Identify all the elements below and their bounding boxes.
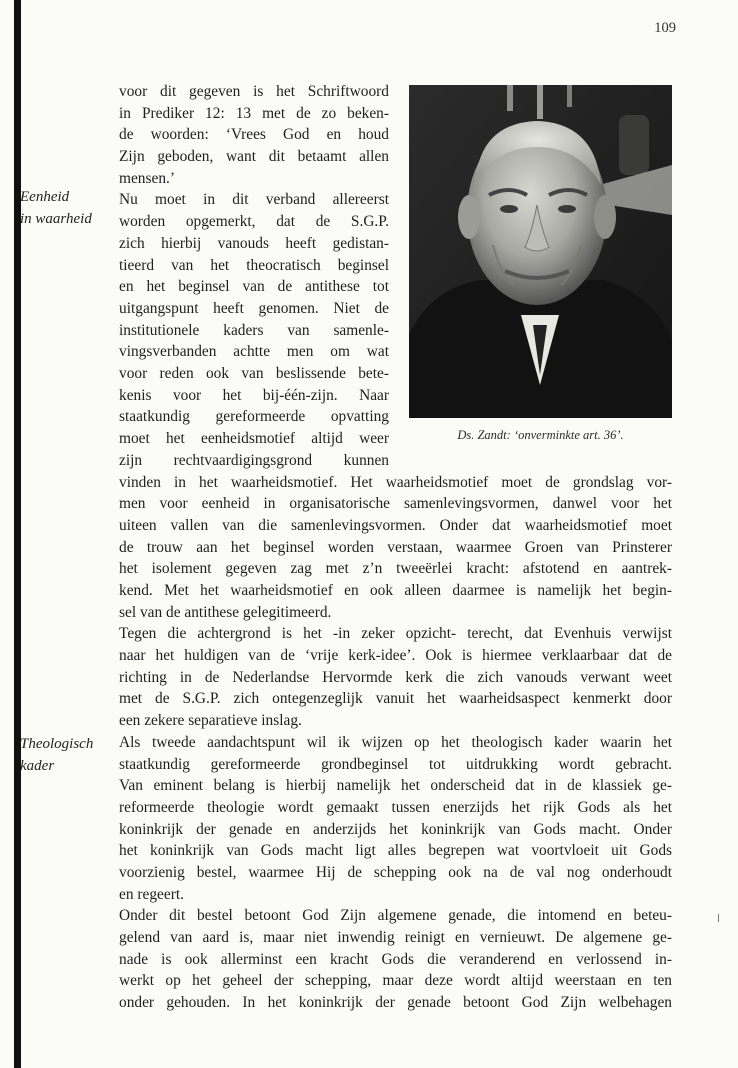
binding-edge — [14, 0, 21, 1068]
text-line: met de S.G.P. zich ontegenzeglijk vanuit het waarheidsaspect kenmerkt door — [119, 690, 672, 708]
body-text — [119, 472, 672, 1014]
text-line: voor dit gegeven is het Schriftwoord — [119, 83, 389, 100]
text-line: uitgangspunt heeft genomen. Niet de — [119, 299, 389, 317]
text-line: het koninkrijk van Gods macht ligt alles begrepen wat voortvloeit uit Gods — [119, 842, 672, 860]
text-line: men voor eenheid in organisatorische samenlevingsvormen, danwel voor het — [119, 495, 672, 513]
text-line: nade is ook allerminst een kracht Gods die veranderend en verlossend in- — [119, 950, 672, 968]
text-line: in Prediker 12: 13 met de zo beken- — [119, 104, 389, 122]
text-line: worden opgemerkt, dat de S.G.P. — [119, 213, 389, 231]
text-line: gelend van aard is, maar niet inwendig reinigt en vernieuwt. De algemene ge- — [119, 929, 672, 947]
column-text — [119, 81, 389, 471]
portrait-photo — [409, 85, 672, 418]
text-line: Nu moet in dit verband allereerst — [119, 191, 389, 209]
text-line: onder gehouden. In het koninkrijk der genade betoont God Zijn welbehagen — [119, 994, 672, 1012]
text-line: Van eminent belang is hierbij namelijk het onderscheid dat in de klassiek ge- — [119, 777, 672, 795]
text-line: koninkrijk der genade en anderzijds het koninkrijk van Gods macht. Onder — [119, 820, 672, 838]
text-line: richting in de Nederlandse Hervormde kerk die zich vanouds verwant weet — [119, 668, 672, 686]
text-line: werkt op het geheel der schepping, maar deze wordt altijd weerstaan en ten — [119, 972, 672, 990]
text-line: Tegen die achtergrond is het -in zeker opzicht- terecht, dat Evenhuis verwijst — [119, 625, 672, 643]
sidenote-line: Eenheid — [20, 189, 70, 205]
text-line: uiteen vallen van die samenlevingsvormen. Onder dat waarheidsmotief moet — [119, 516, 672, 534]
text-line: voorzienig bestel, waarmee Hij de schepping ook na de val nog onderhoudt — [119, 863, 672, 881]
text-line: voor reden ook van beslissende bete- — [119, 364, 389, 382]
page-number: 109 — [654, 20, 676, 36]
text-line: de woorden: ‘Vrees God en houd — [119, 126, 389, 144]
text-line: staatkundig gereformeerde opvatting — [119, 408, 389, 426]
sidenote-line: kader — [20, 758, 55, 774]
text-line: institutionele kaders van samenle- — [119, 321, 389, 339]
text-line: en regeert. — [119, 885, 184, 903]
sidenote-eenheid — [20, 186, 92, 230]
text-line: zijn rechtvaardigingsgrond kunnen — [119, 451, 389, 469]
text-line: staatkundig gereformeerde grondbeginsel tot uitdrukking wordt gebracht. — [119, 755, 672, 773]
text-line: naar het huldigen van de ‘vrije kerk-idee’. Ook is hiermee verklaarbaar dat de — [119, 647, 672, 665]
text-line: Onder dit bestel betoont God Zijn algemene genade, die intomend en beteu- — [119, 907, 672, 925]
text-line: kend. Met het waarheidsmotief en ook alleen daarmee is namelijk het begin- — [119, 582, 672, 600]
sidenote-line: Theologisch — [20, 736, 94, 752]
text-line: tieerd van het theocratisch beginsel — [119, 256, 389, 274]
text-line: kenis voor het bij-één-zijn. Naar — [119, 386, 389, 404]
text-line: moet het eenheidsmotief altijd weer — [119, 430, 389, 447]
text-line: vinden in het waarheidsmotief. Het waarheidsmotief moet de grondslag vor- — [119, 473, 672, 491]
text-line: het isolement gegeven zag met z’n tweeërlei kracht: afstotend en aantrek- — [119, 560, 672, 578]
text-line: vingsverbanden achtte men om wat — [119, 343, 389, 361]
photo-caption: Ds. Zandt: ‘onverminkte art. 36’. — [457, 428, 624, 442]
text-line: een zekere separatieve inslag. — [119, 712, 302, 730]
text-line: reformeerde theologie wordt gemaakt tussen enerzijds het rijk Gods als het — [119, 798, 672, 816]
text-line: Zijn geboden, want dit betaamt allen — [119, 148, 389, 166]
sidenote-theologisch — [20, 733, 93, 777]
sidenote-line: in waarheid — [20, 211, 92, 227]
text-line: zich hierbij vanouds heeft gedistan- — [119, 234, 389, 252]
margin-mark — [718, 914, 719, 922]
text-line: en het beginsel van de antithese tot — [119, 278, 389, 296]
text-line: Als tweede aandachtspunt wil ik wijzen op het theologisch kader waarin het — [119, 733, 672, 751]
text-line: sel van de antithese gelegitimeerd. — [119, 603, 332, 621]
text-line: de trouw aan het beginsel worden verstaan, waarmee Groen van Prinsterer — [119, 538, 672, 556]
text-line: mensen.’ — [119, 169, 175, 187]
